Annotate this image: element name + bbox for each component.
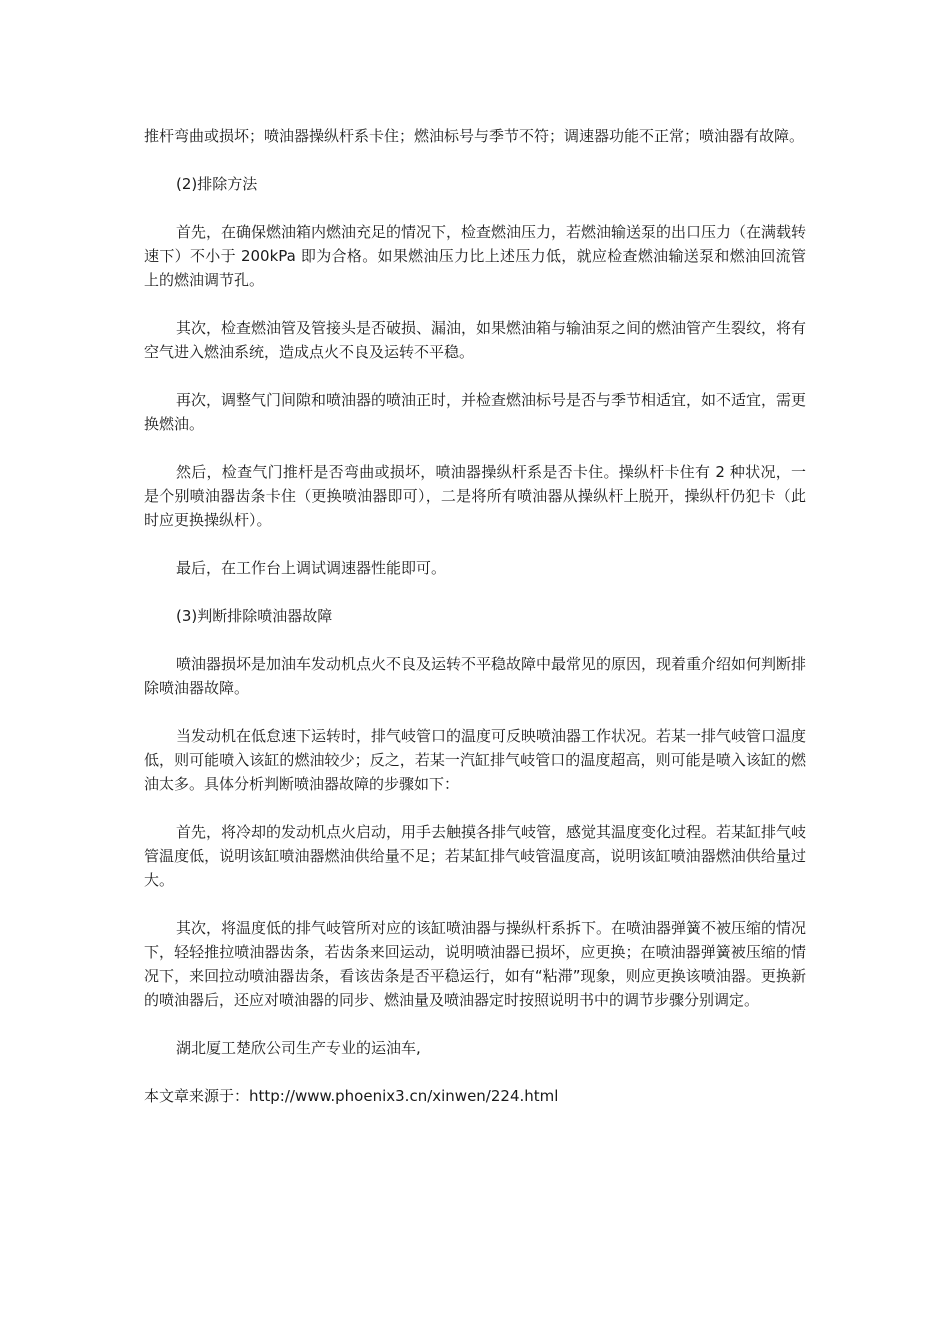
paragraph-continuation: 推杆弯曲或损坏；喷油器操纵杆系卡住；燃油标号与季节不符；调速器功能不正常；喷油器有故障。 [144, 127, 805, 145]
paragraph-final-step: 最后，在工作台上调试调速器性能即可。 [176, 559, 447, 577]
paragraph-second-step: 其次，检查燃油管及管接头是否破损、漏油，如果燃油箱与输油泵之间的燃油管产生裂纹，将有空气进入燃油系统，造成点火不良及运转不平稳。 [144, 319, 807, 361]
paragraph-third-step: 再次，调整气门间隙和喷油器的喷油正时，并检查燃油标号是否与季节相适宜，如不适宜，需更换燃油。 [144, 391, 807, 433]
paragraph-injector-intro: 喷油器损坏是加油车发动机点火不良及运转不平稳故障中最常见的原因，现着重介绍如何判断排除喷油器故障。 [144, 655, 807, 697]
section-heading-removal-method: (2)排除方法 [176, 175, 258, 193]
paragraph-company-note: 湖北厦工楚欣公司生产专业的运油车, [176, 1039, 421, 1057]
paragraph-first-step: 首先，在确保燃油箱内燃油充足的情况下，检查燃油压力，若燃油输送泵的出口压力（在满载转速下）不小于 200kPa 即为合格。如果燃油压力比上述压力低，就应检查燃油输送泵和燃油回流管上的燃油调节孔。 [144, 223, 807, 289]
paragraph-injector-first: 首先，将冷却的发动机点火启动，用手去触摸各排气岐管，感觉其温度变化过程。若某缸排气岐管温度低，说明该缸喷油器燃油供给量不足；若某缸排气岐管温度高，说明该缸喷油器燃油供给量过大。 [144, 823, 807, 889]
document-body [144, 124, 806, 1108]
section-heading-injector-fault: (3)判断排除喷油器故障 [176, 607, 333, 625]
paragraph-idle-analysis: 当发动机在低怠速下运转时，排气岐管口的温度可反映喷油器工作状况。若某一排气岐管口温度低，则可能喷入该缸的燃油较少；反之，若某一汽缸排气岐管口的温度超高，则可能是喷入该缸的燃油太多。具体分析判断喷油器故障的步骤如下： [144, 727, 807, 793]
paragraph-injector-second: 其次，将温度低的排气岐管所对应的该缸喷油器与操纵杆系拆下。在喷油器弹簧不被压缩的情况下，轻轻推拉喷油器齿条，若齿条来回运动，说明喷油器已损坏，应更换；在喷油器弹簧被压缩的情况下，来回拉动喷油器齿条，看该齿条是否平稳运行，如有“粘滞”现象，则应更换该喷油器。更换新的喷油器后，还应对喷油器的同步、燃油量及喷油器定时按照说明书中的调节步骤分别调定。 [144, 919, 807, 1009]
article-source-line: 本文章来源于：http://www.phoenix3.cn/xinwen/224.html [144, 1087, 559, 1105]
paragraph-then-step: 然后，检查气门推杆是否弯曲或损坏，喷油器操纵杆系是否卡住。操纵杆卡住有 2 种状况，一是个别喷油器齿条卡住（更换喷油器即可），二是将所有喷油器从操纵杆上脱开，操纵杆仍犯卡（此时应更换操纵杆）。 [144, 463, 806, 529]
